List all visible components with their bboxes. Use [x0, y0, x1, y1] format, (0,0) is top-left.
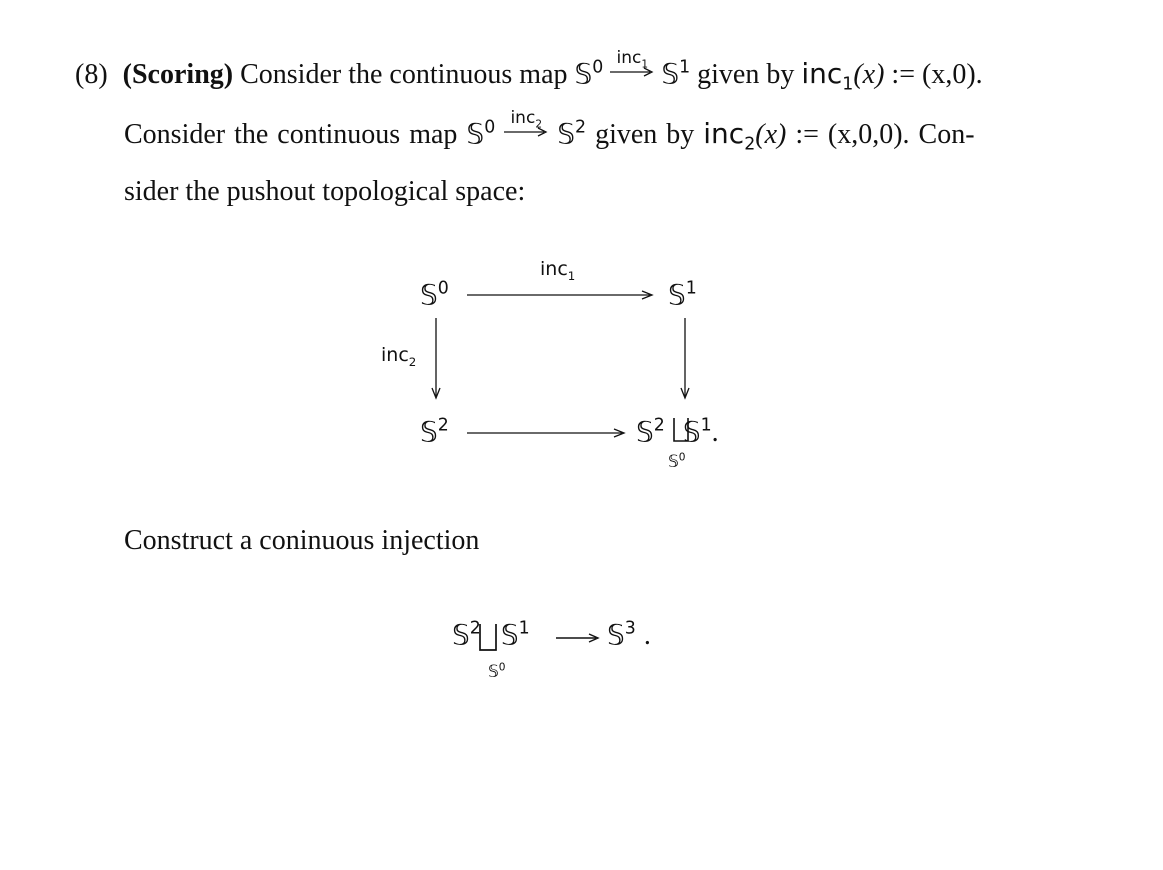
- line2-map-arrow: inc$_2$: [504, 115, 548, 143]
- final-subscript: 𝕊$^0$: [488, 661, 506, 682]
- problem-line-2: [124, 108, 975, 155]
- problem-number: (8): [75, 59, 108, 90]
- line1-text: Consider the continuous map: [240, 59, 568, 90]
- construct-text: Construct a coninuous injection: [124, 525, 480, 556]
- diagram-arrows: [360, 270, 760, 470]
- problem-label: (Scoring): [122, 59, 234, 90]
- left-arrow: [432, 318, 440, 398]
- left-arrow-label: inc$_2$: [381, 344, 417, 369]
- coproduct-icon: [674, 418, 688, 441]
- line1-def: := (x,0).: [891, 59, 983, 90]
- line2-domain: 𝕊$^0$: [466, 117, 496, 150]
- line1-arg: (x): [853, 59, 885, 90]
- final-target: 𝕊$^3$ .: [607, 618, 651, 651]
- node-top-right: 𝕊$^1$: [668, 278, 697, 311]
- line2-arg: (x): [755, 119, 787, 150]
- problem-line-1: [75, 48, 983, 95]
- coproduct-icon: [470, 622, 510, 662]
- problem-line-3: sider the pushout topological space:: [124, 176, 526, 207]
- top-arrow: [467, 291, 652, 299]
- final-domain: 𝕊$^2$ 𝕊$^1$: [452, 618, 530, 651]
- long-right-arrow-icon: [556, 632, 600, 644]
- line1-map-arrow: inc$_1$: [610, 55, 654, 83]
- line1-codomain: 𝕊$^1$: [661, 57, 691, 90]
- line2-given-by: given by: [595, 119, 695, 150]
- bottom-arrow: [467, 429, 624, 437]
- right-arrow-icon: [610, 67, 654, 77]
- line2-codomain: 𝕊$^2$: [557, 117, 587, 150]
- node-bottom-left: 𝕊$^2$: [420, 415, 449, 448]
- line2-hyphen: Con-: [918, 119, 975, 150]
- right-arrow: [681, 318, 689, 398]
- line1-given-by: given by: [697, 59, 795, 90]
- node-top-left: 𝕊$^0$: [420, 278, 449, 311]
- line1-function: inc$_1$: [801, 57, 854, 95]
- top-arrow-label: inc$_1$: [540, 258, 576, 283]
- line2-def: := (x,0,0).: [795, 119, 910, 150]
- node-bottom-right-subscript: 𝕊$^0$: [668, 451, 686, 472]
- node-bottom-right: 𝕊$^2$ 𝕊$^1$.: [636, 415, 719, 448]
- right-arrow-icon: [504, 127, 548, 137]
- line1-domain: 𝕊$^0$: [574, 57, 604, 90]
- line2-text: Consider the continuous map: [124, 119, 458, 150]
- line2-function: inc$_2$: [703, 117, 756, 155]
